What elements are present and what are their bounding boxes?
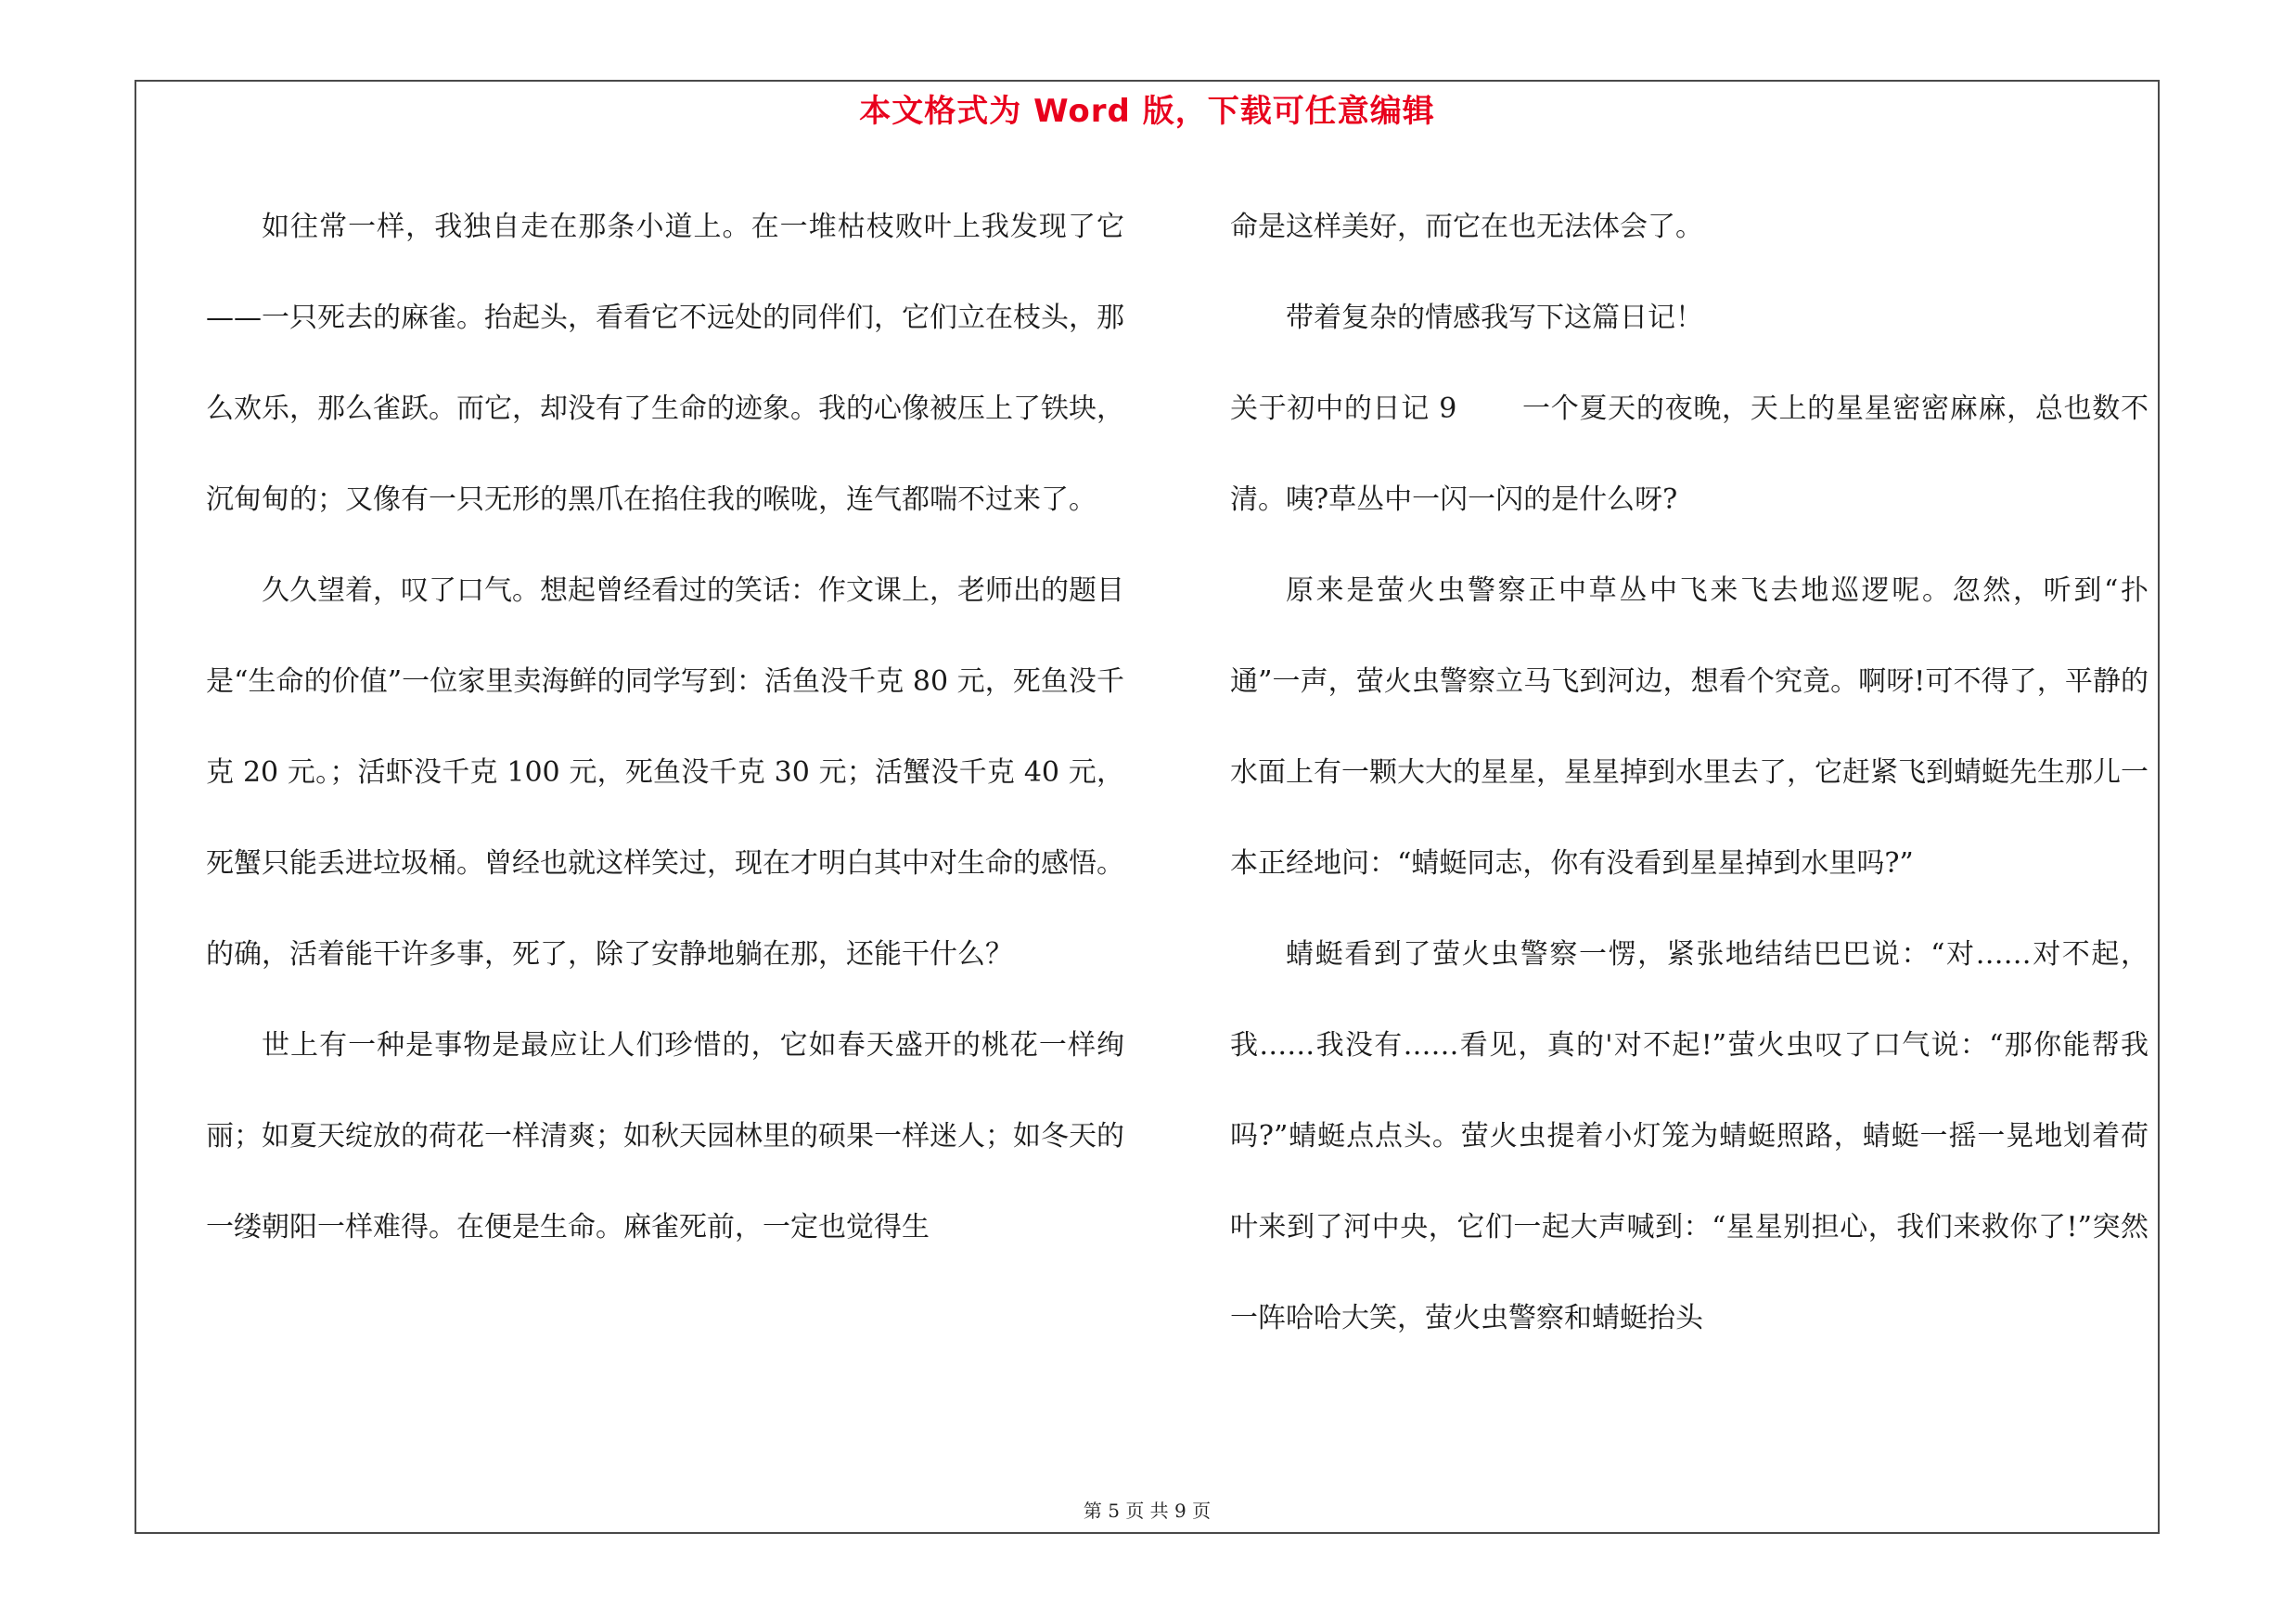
paragraph: 原来是萤火虫警察正中草丛中飞来飞去地巡逻呢。忽然，听到“扑通”一声，萤火虫警察立马飞到河边，想看个究竟。啊呀!可不得了，平静的水面上有一颗大大的星星，星星掉到水里去了，它赶紧飞到蜻蜓先生那儿一本正经地问：“蜻蜓同志，你有没看到星星掉到水里吗?” xyxy=(1230,574,2148,880)
diary-title: 关于初中的日记 9 xyxy=(1230,393,1457,425)
paragraph xyxy=(1230,364,2148,546)
paragraph: 带着复杂的情感我写下这篇日记！ xyxy=(1286,302,1703,334)
paragraph: 如往常一样，我独自走在那条小道上。在一堆枯枝败叶上我发现了它——一只死去的麻雀。抬起头，看看它不远处的同伴们，它们立在枝头，那么欢乐，那么雀跃。而它，却没有了生命的迹象。我的心像被压上了铁块，沉甸甸的；又像有一只无形的黑爪在掐住我的喉咙，连气都喘不过来了。 xyxy=(206,211,1124,516)
paragraph: 世上有一种是事物是最应让人们珍惜的，它如春天盛开的桃花一样绚丽；如夏天绽放的荷花一样清爽；如秋天园林里的硕果一样迷人；如冬天的一缕朝阳一样难得。在便是生命。麻雀死前，一定也觉得生 xyxy=(206,1029,1124,1243)
page-number: 第 5 页 共 9 页 xyxy=(1083,1500,1212,1522)
paragraph: 蜻蜓看到了萤火虫警察一愣，紧张地结结巴巴说：“对……对不起，我……我没有……看见，真的'对不起!”萤火虫叹了口气说：“那你能帮我吗?”蜻蜓点点头。萤火虫提着小灯笼为蜻蜓照路，蜻蜓一摇一晃地划着荷叶来到了河中央，它们一起大声喊到：“星星别担心，我们来救你了!”突然一阵哈哈大笑，萤火虫警察和蜻蜓抬头 xyxy=(1230,938,2148,1334)
paragraph: 久久望着，叹了口气。想起曾经看过的笑话：作文课上，老师出的题目是“生命的价值”一位家里卖海鲜的同学写到：活鱼没千克 80 元，死鱼没千克 20 元。；活虾没千克 100 元，死鱼没千克 30 元；活蟹没千克 40 元，死蟹只能丢进垃圾桶。曾经也就这样笑过，现在才明白其中对生命的感悟。的确，活着能干许多事，死了，除了安静地躺在那，还能干什么？ xyxy=(206,574,1124,971)
word-format-notice: 本文格式为 Word 版，下载可任意编辑 xyxy=(859,93,1435,130)
right-column xyxy=(1230,182,2148,1364)
left-column xyxy=(206,182,1124,1273)
diary-opening: 一个夏天的夜晚，天上的星星密密麻麻，总也数不清。咦?草丛中一闪一闪的是什么呀? xyxy=(1230,393,2149,516)
paragraph: 命是这样美好，而它在也无法体会了。 xyxy=(1230,211,1703,243)
